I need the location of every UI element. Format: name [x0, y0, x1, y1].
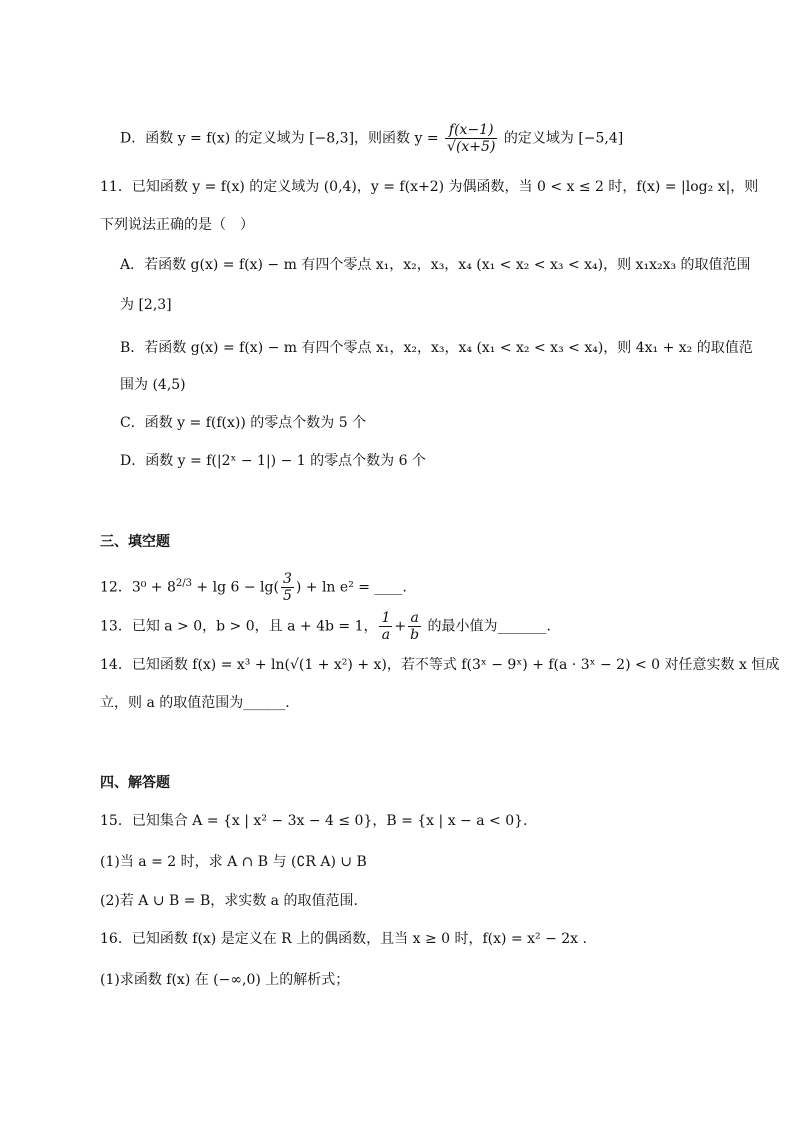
q10-option-d-text: D．函数 y = f(x) 的定义域为 [−8,3]，则函数 y = — [120, 130, 444, 147]
q11-option-a-line2: 为 [2,3] — [120, 297, 172, 313]
q12-exponent: 2/3 — [175, 578, 192, 589]
q12-fraction-numerator: 3 — [282, 571, 292, 588]
q13-fraction-1-denominator: a — [381, 627, 391, 643]
q11-option-d: D．函数 y = f(|2ˣ − 1|) − 1 的零点个数为 6 个 — [120, 453, 426, 469]
q11-stem-line1: 11．已知函数 y = f(x) 的定义域为 (0,4)，y = f(x+2) 为偶函数，当 0 < x ≤ 2 时，f(x) = |log₂ x|，则 — [100, 179, 759, 195]
q12-prefix: 12．3⁰ + 8 — [100, 579, 176, 596]
q13-tail: 的最小值为_______. — [423, 618, 552, 635]
q13 — [100, 610, 551, 643]
q11-stem-line2: 下列说法正确的是（ ） — [100, 217, 254, 233]
q13-fraction-2-denominator: b — [410, 627, 420, 643]
q12-tail: + ln e² = ____. — [301, 579, 407, 596]
q15-part2: (2)若 A ∪ B = B，求实数 a 的取值范围. — [100, 893, 358, 909]
q16-stem: 16．已知函数 f(x) 是定义在 R 上的偶函数，且当 x ≥ 0 时，f(x) = x² − 2x . — [100, 931, 587, 947]
q14-line2: 立，则 a 的取值范围为______. — [100, 695, 290, 711]
q13-fraction-2 — [408, 610, 421, 643]
q10-option-d — [120, 122, 623, 155]
q11-option-b-line2: 围为 (4,5) — [120, 377, 186, 393]
section3-title: 三、填空题 — [100, 534, 170, 550]
q13-fraction-1 — [379, 610, 392, 643]
section4-title: 四、解答题 — [100, 775, 170, 791]
q12-fraction — [281, 571, 294, 604]
q10-fraction-numerator: f(x−1) — [445, 122, 497, 139]
q12-fraction-denominator: 5 — [282, 588, 292, 605]
q12: 12．$3^0 + 8^{2/3} + \lg 6 - \lg$( $\frac{3}{5}$ ) + ln e² = ____. — [100, 571, 407, 605]
q16-part1: (1)求函数 f(x) 在 (−∞,0) 上的解析式； — [100, 972, 350, 988]
q11-option-a-line1: A．若函数 g(x) = f(x) − m 有四个零点 x₁，x₂，x₃，x₄ (x₁ < x₂ < x₃ < x₄)，则 x₁x₂x₃ 的取值范围 — [120, 257, 751, 273]
q11-option-c: C．函数 y = f(f(x)) 的零点个数为 5 个 — [120, 415, 367, 431]
q15-stem: 15．已知集合 A = {x | x² − 3x − 4 ≤ 0}，B = {x | x − a < 0}. — [100, 813, 528, 829]
q15-part1: (1)当 a = 2 时，求 A ∩ B 与 (∁R A) ∪ B — [100, 854, 367, 870]
q12-mid: + lg 6 − lg — [191, 579, 274, 596]
q10-option-d-tail: 的定义域为 [−5,4] — [499, 130, 624, 147]
q14-line1: 14．已知函数 f(x) = x³ + ln(√(1 + x²) + x)，若不等式 f(3ˣ − 9ˣ) + f(a · 3ˣ − 2) < 0 对任意实数 x 恒成 — [100, 657, 780, 673]
q10-fraction-denominator: √(x+5) — [447, 139, 496, 155]
q13-prefix: 13．已知 a > 0，b > 0，且 a + 4b = 1， — [100, 618, 378, 635]
q10-fraction — [445, 122, 497, 155]
q11-option-b-line1: B．若函数 g(x) = f(x) − m 有四个零点 x₁，x₂，x₃，x₄ (x₁ < x₂ < x₃ < x₄)，则 4x₁ + x₂ 的取值范 — [120, 340, 753, 356]
q13-plus: + — [394, 618, 407, 635]
q13-fraction-2-numerator: a — [408, 610, 421, 627]
q13-fraction-1-numerator: 1 — [381, 610, 391, 626]
